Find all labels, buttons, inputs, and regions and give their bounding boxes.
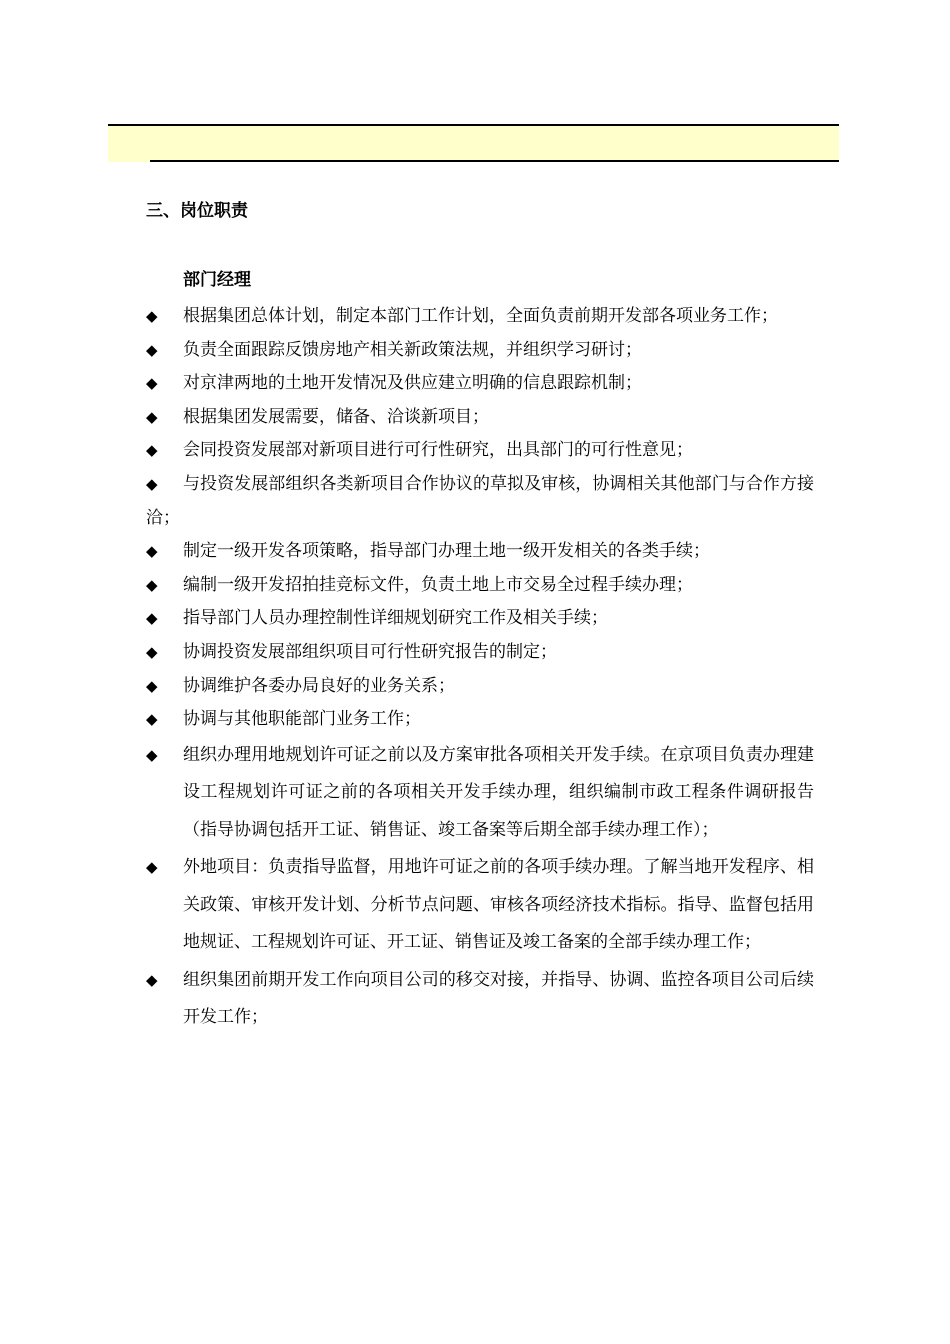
duty-item — [146, 602, 814, 636]
duty-item — [146, 703, 814, 737]
diamond-bullet-icon: ◆ — [146, 858, 158, 877]
diamond-bullet-icon: ◆ — [146, 710, 158, 729]
duty-item — [146, 334, 814, 368]
section-heading: 三、岗位职责 — [146, 201, 248, 221]
diamond-bullet-icon: ◆ — [146, 374, 158, 393]
duty-text: 指导部门人员办理控制性详细规划研究工作及相关手续； — [183, 608, 608, 629]
duty-text: 根据集团总体计划，制定本部门工作计划，全面负责前期开发部各项业务工作； — [183, 306, 778, 326]
header-band — [108, 124, 839, 162]
duty-item — [146, 636, 814, 670]
diamond-bullet-icon: ◆ — [146, 474, 158, 493]
diamond-bullet-icon: ◆ — [146, 609, 158, 628]
duty-text: 协调投资发展部组织项目可行性研究报告的制定； — [183, 641, 557, 662]
duty-text: 对京津两地的土地开发情况及供应建立明确的信息跟踪机制； — [183, 373, 642, 394]
header-rule-top — [108, 124, 839, 126]
duty-list — [146, 300, 814, 1037]
role-title: 部门经理 — [183, 270, 251, 290]
duty-item — [146, 569, 814, 603]
diamond-bullet-icon: ◆ — [146, 970, 158, 989]
duty-item — [146, 962, 814, 1037]
duty-text: 根据集团发展需要，储备、洽谈新项目； — [183, 406, 489, 427]
duty-text: 负责全面跟踪反馈房地产相关新政策法规，并组织学习研讨； — [183, 339, 642, 360]
duty-text: 组织集团前期开发工作向项目公司的移交对接，并指导、协调、监控各项目公司后续开发工作； — [183, 969, 814, 1028]
diamond-bullet-icon: ◆ — [146, 575, 158, 594]
duty-text: 组织办理用地规划许可证之前以及方案审批各项相关开发手续。在京项目负责办理建设工程规划许可证之前的各项相关开发手续办理，组织编制市政工程条件调研报告（指导协调包括开工证、销售证、竣工备案等后期全部手续办理工作）； — [183, 744, 814, 840]
duty-item — [146, 300, 814, 334]
duty-item — [146, 434, 814, 468]
diamond-bullet-icon: ◆ — [146, 642, 158, 661]
duty-text: 协调维护各委办局良好的业务关系； — [183, 675, 455, 696]
duty-text: 编制一级开发招拍挂竞标文件，负责土地上市交易全过程手续办理； — [183, 574, 693, 595]
diamond-bullet-icon: ◆ — [146, 745, 158, 764]
duty-item — [146, 670, 814, 704]
header-rule-bottom — [150, 160, 839, 162]
diamond-bullet-icon: ◆ — [146, 676, 158, 695]
diamond-bullet-icon: ◆ — [146, 441, 158, 460]
duty-item — [146, 468, 814, 535]
duty-text: 制定一级开发各项策略，指导部门办理土地一级开发相关的各类手续； — [183, 541, 710, 562]
diamond-bullet-icon: ◆ — [146, 407, 158, 426]
duty-item — [146, 401, 814, 435]
duty-item — [146, 367, 814, 401]
duty-text: 会同投资发展部对新项目进行可行性研究，出具部门的可行性意见； — [183, 440, 693, 461]
diamond-bullet-icon: ◆ — [146, 307, 158, 325]
duty-item — [146, 535, 814, 569]
duty-text: 与投资发展部组织各类新项目合作协议的草拟及审核，协调相关其他部门与合作方接洽； — [146, 473, 814, 528]
diamond-bullet-icon: ◆ — [146, 340, 158, 359]
duty-text: 协调与其他职能部门业务工作； — [183, 709, 421, 730]
duty-item — [146, 737, 814, 850]
duty-text: 外地项目：负责指导监督，用地许可证之前的各项手续办理。了解当地开发程序、相关政策、审核开发计划、分析节点问题、审核各项经济技术指标。指导、监督包括用地规证、工程规划许可证、开工证、销售证及竣工备案的全部手续办理工作； — [183, 857, 814, 953]
diamond-bullet-icon: ◆ — [146, 542, 158, 561]
duty-item — [146, 849, 814, 962]
